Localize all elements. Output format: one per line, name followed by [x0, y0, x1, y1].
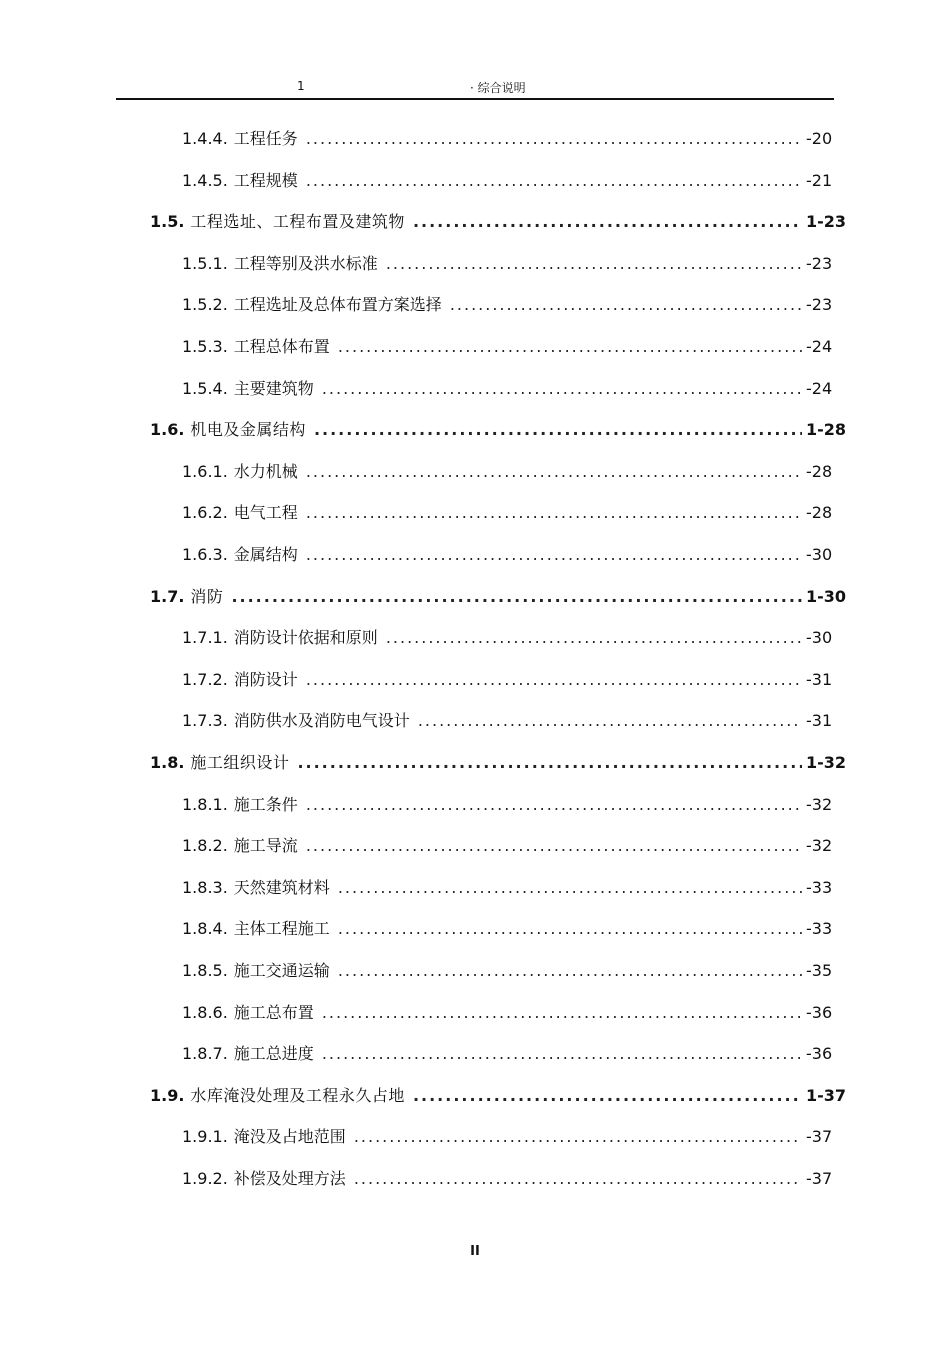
toc-subsection-entry[interactable]	[182, 1125, 833, 1149]
toc-dot-leader	[297, 751, 802, 775]
toc-entry-number: 1.9.2.	[182, 1169, 228, 1188]
toc-entry-number: 1.5.	[150, 212, 185, 232]
toc-subsection-entry[interactable]	[182, 252, 833, 276]
toc-entry-title: 施工交通运输	[233, 961, 330, 980]
toc-subsection-entry[interactable]	[182, 377, 833, 401]
toc-dot-leader	[306, 543, 802, 567]
toc-dot-leader	[386, 252, 802, 276]
toc-dot-leader	[386, 626, 802, 650]
toc-entry-title: 工程等别及洪水标准	[233, 253, 378, 273]
toc-entry-page: -37	[806, 1169, 833, 1188]
toc-entry-page: -35	[806, 961, 833, 980]
toc-entry-title: 施工总布置	[233, 1002, 314, 1022]
toc-entry-page: -23	[806, 253, 833, 273]
toc-dot-leader	[306, 793, 802, 817]
toc-entry-page: -32	[806, 836, 833, 856]
toc-entry-page: -28	[806, 503, 833, 523]
toc-entry-page: 1-23	[806, 212, 847, 232]
toc-entry-title: 施工条件	[233, 794, 298, 814]
toc-entry-title: 消防供水及消防电气设计	[233, 711, 410, 731]
toc-entry-title: 施工总进度	[233, 1044, 314, 1064]
toc-entry-number: 1.9.1.	[182, 1127, 228, 1147]
toc-entry-title: 主要建筑物	[233, 378, 314, 398]
toc-dot-leader	[338, 959, 802, 983]
toc-entry-number: 1.5.2.	[182, 295, 228, 315]
toc-entry-title: 施工导流	[233, 836, 298, 856]
toc-entry-number: 1.4.4.	[182, 129, 228, 148]
toc-subsection-entry[interactable]	[182, 793, 833, 817]
toc-entry-number: 1.6.3.	[182, 545, 228, 564]
toc-subsection-entry[interactable]	[182, 335, 833, 359]
toc-dot-leader	[231, 585, 802, 609]
toc-entry-number: 1.6.	[150, 420, 185, 440]
toc-section-entry[interactable]	[150, 751, 847, 775]
toc-dot-leader	[322, 1042, 802, 1066]
toc-subsection-entry[interactable]	[182, 668, 833, 692]
toc-entry-number: 1.8.2.	[182, 836, 228, 856]
toc-entry-page: -31	[806, 711, 833, 731]
toc-entry-page: -31	[806, 669, 833, 689]
toc-entry-number: 1.7.2.	[182, 669, 228, 689]
toc-subsection-entry[interactable]	[182, 543, 833, 567]
toc-dot-leader	[418, 709, 802, 733]
toc-entry-title: 机电及金属结构	[190, 420, 306, 440]
toc-dot-leader	[338, 335, 802, 359]
toc-dot-leader	[450, 293, 802, 317]
toc-section-entry[interactable]	[150, 418, 847, 442]
toc-entry-page: -23	[806, 295, 833, 315]
toc-dot-leader	[413, 210, 802, 234]
toc-subsection-entry[interactable]	[182, 917, 833, 941]
toc-dot-leader	[306, 834, 802, 858]
toc-dot-leader	[314, 418, 802, 442]
toc-subsection-entry[interactable]	[182, 1001, 833, 1025]
toc-entry-number: 1.8.	[150, 753, 185, 772]
toc-entry-number: 1.7.3.	[182, 711, 228, 731]
toc-entry-title: 工程规模	[233, 170, 298, 190]
toc-entry-number: 1.8.7.	[182, 1044, 228, 1064]
toc-entry-number: 1.4.5.	[182, 170, 228, 190]
toc-entry-title: 水库淹没处理及工程永久占地	[190, 1085, 405, 1105]
toc-entry-page: -21	[806, 170, 833, 190]
toc-entry-title: 工程任务	[233, 129, 298, 148]
toc-entry-page: 1-37	[806, 1085, 847, 1105]
toc-entry-title: 消防设计依据和原则	[233, 628, 378, 648]
toc-dot-leader	[322, 1001, 802, 1025]
toc-entry-number: 1.6.1.	[182, 461, 228, 481]
toc-dot-leader	[338, 917, 802, 941]
toc-entry-number: 1.8.3.	[182, 877, 228, 897]
toc-entry-number: 1.8.6.	[182, 1002, 228, 1022]
toc-subsection-entry[interactable]	[182, 709, 833, 733]
toc-entry-title: 补偿及处理方法	[233, 1169, 346, 1188]
toc-entry-page: -33	[806, 919, 833, 939]
toc-entry-page: -32	[806, 794, 833, 814]
toc-entry-title: 金属结构	[233, 545, 298, 564]
page-header	[0, 0, 950, 102]
toc-dot-leader	[306, 668, 802, 692]
toc-entry-page: -30	[806, 545, 833, 564]
toc-entry-title: 工程选址、工程布置及建筑物	[190, 212, 405, 232]
toc-section-entry[interactable]	[150, 1084, 847, 1108]
toc-entry-title: 淹没及占地范围	[233, 1127, 346, 1147]
toc-entry-title: 电气工程	[233, 503, 298, 523]
toc-subsection-entry[interactable]	[182, 1167, 833, 1191]
header-chapter-number: 1	[297, 79, 305, 93]
toc-dot-leader	[306, 169, 802, 193]
toc-entry-page: -24	[806, 378, 833, 398]
toc-entry-page: -36	[806, 1002, 833, 1022]
toc-subsection-entry[interactable]	[182, 1042, 833, 1066]
toc-entry-title: 工程总体布置	[233, 337, 330, 356]
toc-subsection-entry[interactable]	[182, 460, 833, 484]
toc-entry-number: 1.8.1.	[182, 794, 228, 814]
toc-entry-page: -28	[806, 461, 833, 481]
toc-entry-page: -33	[806, 877, 833, 897]
toc-subsection-entry[interactable]	[182, 501, 833, 525]
toc-entry-page: -37	[806, 1127, 833, 1147]
toc-entry-title: 施工组织设计	[190, 753, 290, 772]
toc-entry-number: 1.7.1.	[182, 628, 228, 648]
toc-entry-title: 工程选址及总体布置方案选择	[233, 295, 442, 315]
toc-entry-number: 1.5.1.	[182, 253, 228, 273]
toc-entry-number: 1.5.3.	[182, 337, 228, 356]
toc-entry-page: 1-30	[806, 586, 847, 606]
toc-entry-title: 水力机械	[233, 461, 298, 481]
toc-entry-page: 1-32	[806, 753, 847, 772]
toc-entry-page: -24	[806, 337, 833, 356]
toc-entry-number: 1.9.	[150, 1085, 185, 1105]
toc-entry-title: 天然建筑材料	[233, 877, 330, 897]
toc-subsection-entry[interactable]	[182, 293, 833, 317]
toc-dot-leader	[306, 460, 802, 484]
toc-entry-title: 主体工程施工	[233, 919, 330, 939]
toc-subsection-entry[interactable]	[182, 876, 833, 900]
header-rule	[116, 98, 834, 100]
toc-dot-leader	[354, 1125, 802, 1149]
toc-section-entry[interactable]	[150, 585, 847, 609]
toc-subsection-entry[interactable]	[182, 959, 833, 983]
toc-entry-number: 1.8.5.	[182, 961, 228, 980]
toc-dot-leader	[322, 377, 802, 401]
toc-entry-title: 消防设计	[233, 669, 298, 689]
toc-entry-title: 消防	[190, 586, 224, 606]
toc-entry-page: -20	[806, 129, 833, 148]
toc-entry-number: 1.5.4.	[182, 378, 228, 398]
toc-section-entry[interactable]	[150, 210, 847, 234]
toc-entry-page: -36	[806, 1044, 833, 1064]
toc-entry-page: 1-28	[806, 420, 847, 440]
toc-dot-leader	[306, 127, 802, 151]
toc-entry-number: 1.7.	[150, 586, 185, 606]
toc-dot-leader	[413, 1084, 802, 1108]
toc-subsection-entry[interactable]	[182, 169, 833, 193]
toc-dot-leader	[306, 501, 802, 525]
toc-dot-leader	[338, 876, 802, 900]
toc-subsection-entry[interactable]	[182, 626, 833, 650]
toc-dot-leader	[354, 1167, 802, 1191]
header-title: · 综合说明	[470, 81, 526, 95]
page-number: II	[470, 1244, 480, 1259]
toc-subsection-entry[interactable]	[182, 127, 833, 151]
toc-entry-number: 1.8.4.	[182, 919, 228, 939]
toc-entry-page: -30	[806, 628, 833, 648]
toc-subsection-entry[interactable]	[182, 834, 833, 858]
toc-entry-number: 1.6.2.	[182, 503, 228, 523]
